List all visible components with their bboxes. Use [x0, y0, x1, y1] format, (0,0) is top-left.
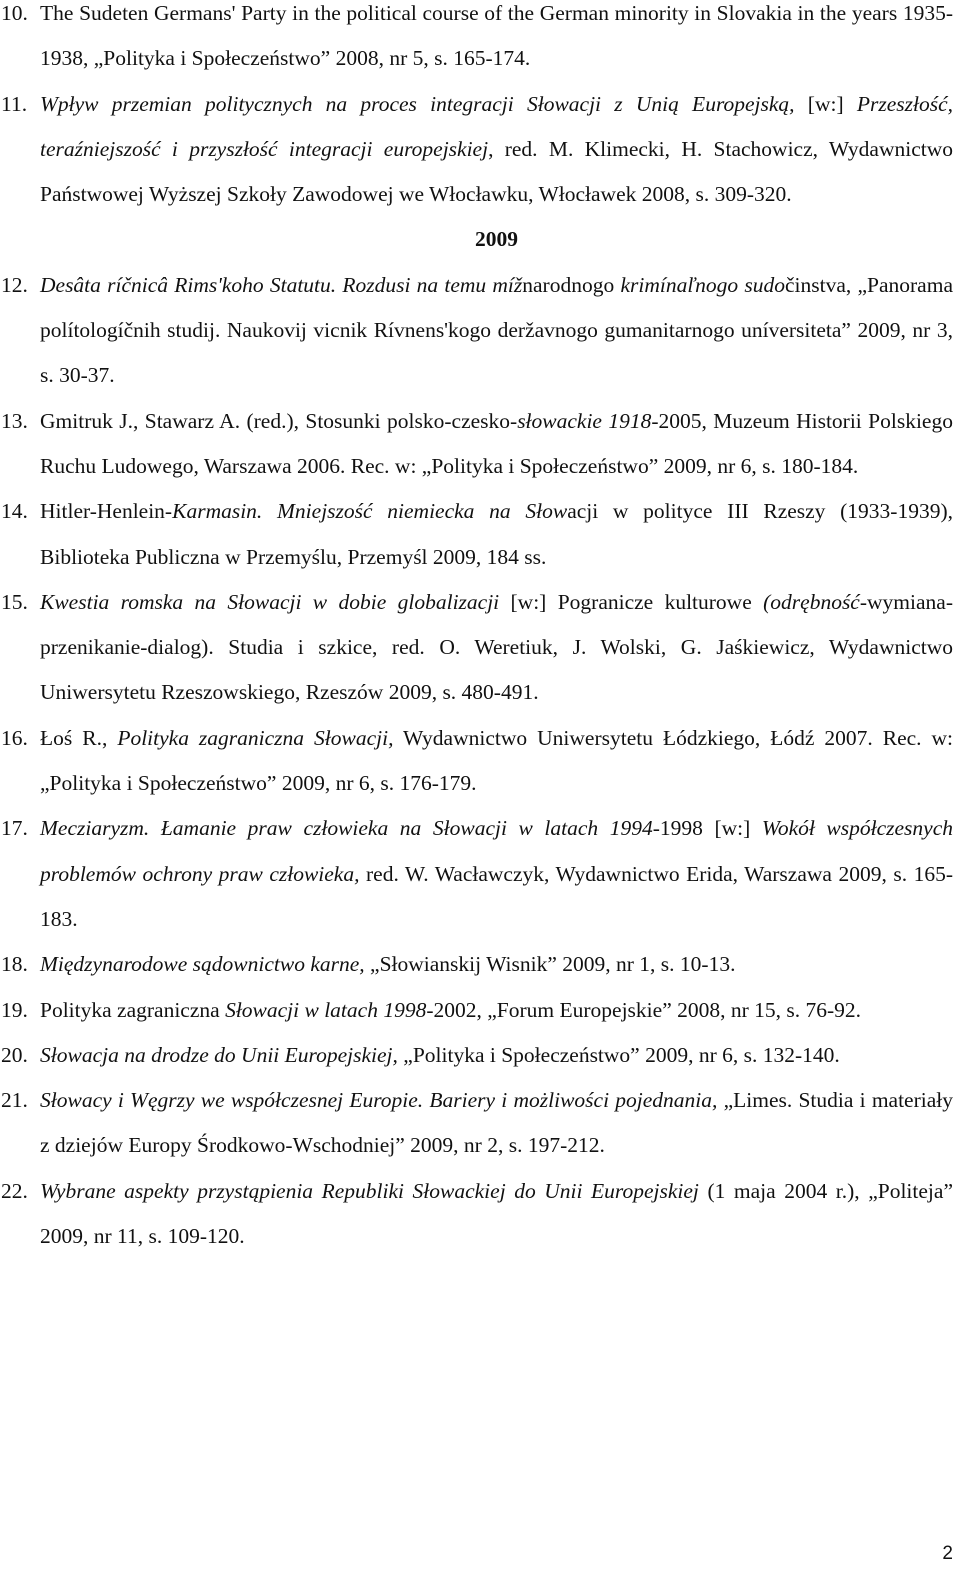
reference-number: 15.: [1, 589, 28, 614]
reference-number: 22.: [1, 1178, 28, 1203]
reference-text: činstva, „Panorama polítologíčnih studij. Naukovij vicnik Rívnens'kogo deržavnogo gumanitarnogo uníversiteta” 2009, nr 3, s. 30-37.: [40, 272, 953, 388]
reference-text: red. W. Wacławczyk, Wydawnictwo Erida, Warszawa 2009, s. 165-183.: [40, 861, 953, 931]
year-heading: 2009: [475, 227, 518, 252]
reference-italic-text: Polityka zagraniczna Słowacji,: [117, 725, 394, 750]
reference-item: [0, 716, 953, 807]
reference-text: [w:]: [794, 91, 857, 116]
reference-italic-text: słowackie 1918: [517, 408, 652, 433]
reference-item: [0, 1169, 953, 1260]
reference-italic-text: Przeszłość, teraźniejszość i przyszłość integracji europejskiej: [40, 91, 953, 161]
reference-item: [0, 580, 953, 716]
reference-text: Gmitruk J., Stawarz A. (red.), Stosunki polsko-czesko-: [40, 408, 518, 433]
page-number: 2: [942, 1543, 953, 1564]
reference-text: Hitler-Henlein-: [40, 499, 173, 524]
reference-number: 20.: [1, 1042, 28, 1067]
reference-item: [0, 82, 953, 218]
reference-italic-text: Karmasin. Mniejszość niemiecka na Słow: [172, 499, 568, 524]
reference-italic-text: Desâta ríčnicâ Rims'koho Statutu. Rozdusi na temu míž: [40, 272, 523, 297]
reference-italic-text: krimínaľnogo sudo: [620, 272, 785, 297]
reference-text: -wymiana-przenikanie-dialog). Studia i szkice, red. O. Weretiuk, J. Wolski, G. Jaśkiewicz, Wydawnictwo Uniwersytetu Rzeszowskiego, Rzeszów 2009, s. 480-491.: [40, 589, 953, 705]
references-2008-group: [0, 0, 953, 217]
reference-italic-text: Mecziaryzm. Łamanie praw człowieka na Słowacji w latach 1994: [40, 816, 653, 841]
reference-text: (1 maja 2004 r.), „Politeja” 2009, nr 11, s. 109-120.: [40, 1178, 953, 1249]
reference-number: 21.: [1, 1088, 28, 1113]
reference-italic-text: Słowacy i Węgrzy we współczesnej Europie. Bariery i możliwości pojednania,: [40, 1088, 718, 1113]
reference-item: [0, 806, 953, 942]
reference-number: 19.: [1, 997, 28, 1022]
reference-item: [0, 1033, 953, 1078]
reference-italic-text: Wybrane aspekty przystąpienia Republiki Słowackiej do Unii Europejskiej: [40, 1178, 699, 1203]
reference-text: -1998 [w:]: [652, 816, 762, 841]
reference-text: „Polityka i Społeczeństwo” 2009, nr 6, s. 132-140.: [397, 1042, 840, 1067]
reference-item: [0, 399, 953, 490]
reference-text: „Słowianskij Wisnik” 2009, nr 1, s. 10-13.: [364, 952, 736, 977]
reference-item: [0, 942, 953, 987]
reference-italic-text: Wpływ przemian politycznych na proces integracji Słowacji z Unią Europejską,: [40, 91, 795, 116]
reference-number: 16.: [1, 725, 28, 750]
reference-text: narodnogo: [522, 272, 621, 297]
reference-text: -2002, „Forum Europejskie” 2008, nr 15, s. 76-92.: [426, 997, 862, 1022]
reference-text: -2005, Muzeum Historii Polskiego Ruchu Ludowego, Warszawa 2006. Rec. w: „Polityka i Społeczeństwo” 2009, nr 6, s. 180-184.: [40, 408, 953, 478]
reference-item: [0, 263, 953, 399]
reference-italic-text: Wokół współczesnych problemów ochrony praw człowieka,: [40, 816, 954, 886]
references-2009-group: [0, 263, 953, 1260]
reference-number: 18.: [1, 952, 28, 977]
reference-text: Wydawnictwo Uniwersytetu Łódzkiego, Łódź 2007. Rec. w: „Polityka i Społeczeństwo” 2009, nr 6, s. 176-179.: [40, 725, 954, 796]
reference-text: The Sudeten Germans' Party in the political course of the German minority in Slovakia in the years 1935-1938, „Polityka i Społeczeństwo” 2008, nr 5, s. 165-174.: [40, 1, 953, 71]
reference-italic-text: Międzynarodowe sądownictwo karne,: [40, 952, 365, 977]
reference-number: 13.: [1, 408, 28, 433]
reference-italic-text: Kwestia romska na Słowacji w dobie globalizacji: [40, 589, 500, 614]
reference-number: 11.: [1, 91, 28, 116]
reference-italic-text: Słowacji w latach 1998: [225, 997, 427, 1022]
reference-text: Polityka zagraniczna: [40, 997, 226, 1022]
reference-number: 10.: [1, 1, 28, 25]
reference-item: [0, 988, 953, 1033]
reference-text: Łoś R.,: [40, 725, 118, 750]
reference-number: 14.: [1, 499, 28, 524]
reference-text: [w:] Pogranicze kulturowe: [499, 589, 764, 614]
reference-text: acji w polityce III Rzeszy (1933-1939), Biblioteka Publiczna w Przemyślu, Przemyśl 2009, 184 ss.: [40, 499, 954, 569]
reference-number: 12.: [1, 272, 28, 297]
reference-text: „Limes. Studia i materiały z dziejów Europy Środkowo-Wschodniej” 2009, nr 2, s. 197-212.: [40, 1088, 953, 1158]
reference-item: [0, 0, 953, 82]
reference-italic-text: (odrębność: [763, 589, 860, 614]
reference-item: [0, 1078, 953, 1169]
reference-number: 17.: [1, 816, 28, 841]
reference-item: [0, 489, 953, 580]
reference-text: , red. M. Klimecki, H. Stachowicz, Wydawnictwo Państwowej Wyższej Szkoły Zawodowej we Włocławku, Włocławek 2008, s. 309-320.: [40, 136, 953, 207]
reference-italic-text: Słowacja na drodze do Unii Europejskiej,: [40, 1042, 398, 1067]
